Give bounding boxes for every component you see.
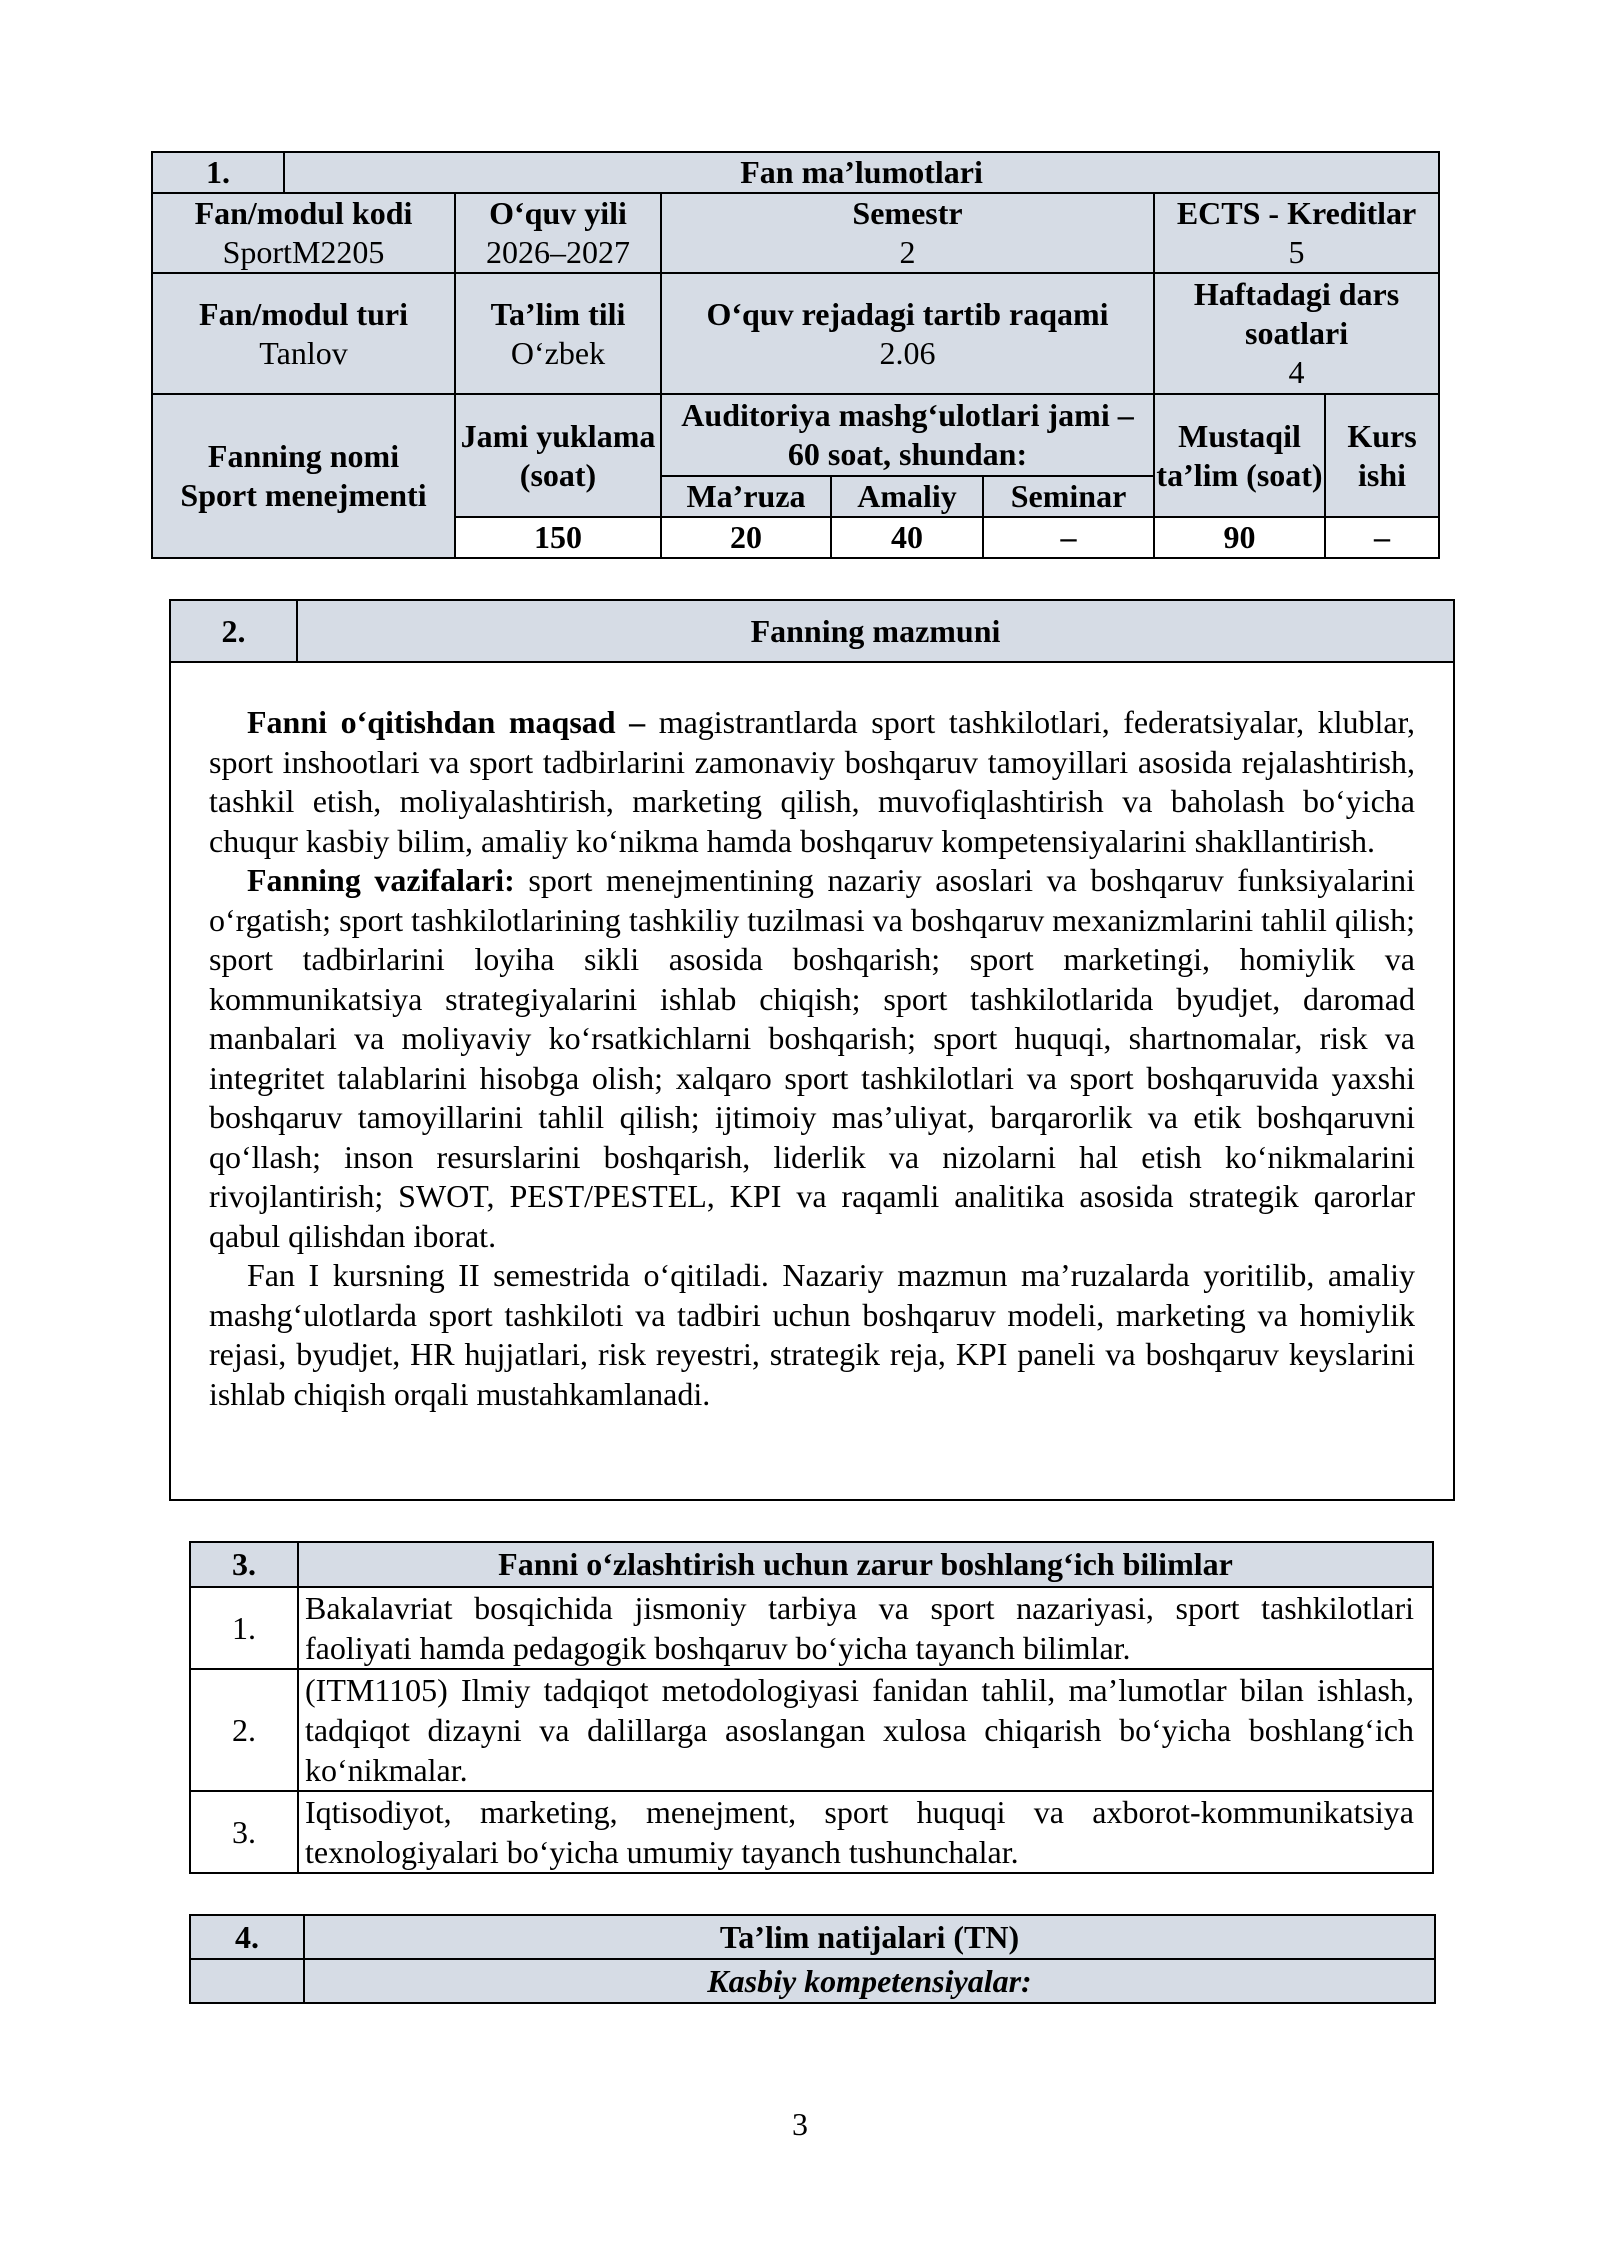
tasks-paragraph bbox=[209, 861, 1415, 1256]
tasks-heading: Fanning vazifalari: bbox=[247, 862, 515, 898]
semester-cell bbox=[661, 193, 1154, 273]
seminar-value: – bbox=[983, 517, 1154, 558]
lecture-value: 20 bbox=[661, 517, 831, 558]
module-type-cell bbox=[152, 273, 455, 394]
module-code-label: Fan/modul kodi bbox=[194, 195, 413, 231]
section-subtitle: Kasbiy kompetensiyalar: bbox=[304, 1959, 1435, 2003]
semester-value: 2 bbox=[899, 234, 916, 270]
course-content-table bbox=[169, 599, 1455, 1501]
module-type-value: Tanlov bbox=[259, 334, 348, 371]
lecture-label: Ma’ruza bbox=[661, 476, 831, 517]
independent-study-value: 90 bbox=[1154, 517, 1325, 558]
tasks-text: sport menejmentining nazariy asoslari va boshqaruv funksiyalarini o‘rgatish; sport tashkilotlarining tashkiliy tuzilmasi va boshqaruv mexanizmlarini tahlil qilish; sport tadbirlarini loyiha sikli asosida boshqarish; sport marketingi, homiylik va kommunikatsiya strategiyalarini ishlab chiqish; sport tashkilotlarida byudjet, daromad manbalari va moliyaviy ko‘rsatkichlarni boshqarish; sport huquqi, shartnomalar, risk va integritet talablarini hisobga olish; xalqaro sport tashkilotlari va sport boshqaruvida yaxshi boshqaruv tamoyillarini tahlil qilish; ijtimoiy mas’uliyat, barqarorlik va etik boshqaruvni qo‘llash; inson resurslarini boshqarish, liderlik va nizolarni hal etish ko‘nikmalarini rivojlantirish; SWOT, PEST/PESTEL, KPI va raqamli analitika asosida strategik qarorlar qabul qilishdan iborat. bbox=[209, 862, 1416, 1254]
academic-year-label: O‘quv yili bbox=[489, 195, 627, 231]
section-title: Ta’lim natijalari (TN) bbox=[304, 1915, 1435, 1959]
seminar-label: Seminar bbox=[983, 476, 1154, 517]
item-number: 1. bbox=[190, 1587, 298, 1669]
goal-text: magistrantlarda sport tashkilotlari, federatsiyalar, klublar, sport inshootlari va sport tadbirlarini zamonaviy boshqaruv tamoyillari asosida rejalashtirish, tashkil etish, moliyalashtirish, marketing qilish, muvofiqlashtirish va baholash bo‘yicha chuqur kasbiy bilim, amaliy ko‘nikma hamda boshqaruv kompetensiyalarini shakllantirish. bbox=[209, 704, 1416, 859]
table-row bbox=[190, 1669, 1433, 1791]
practice-value: 40 bbox=[831, 517, 983, 558]
module-code-value: SportM2205 bbox=[222, 234, 385, 270]
module-type-label: Fan/modul turi bbox=[199, 295, 408, 332]
goal-heading: Fanni o‘qitishdan maqsad – bbox=[247, 704, 646, 740]
course-work-label: Kurs ishi bbox=[1325, 394, 1439, 517]
table-row bbox=[190, 1587, 1433, 1669]
module-code-cell bbox=[152, 193, 455, 273]
language-value: O‘zbek bbox=[510, 334, 606, 371]
section-number: 4. bbox=[190, 1915, 304, 1959]
section-number: 3. bbox=[190, 1542, 298, 1587]
auditorium-label: Auditoriya mashg‘ulotlari jami – 60 soat, shundan: bbox=[661, 394, 1154, 476]
course-info-table bbox=[151, 151, 1440, 559]
course-name-cell bbox=[152, 394, 455, 558]
page-number: 3 bbox=[792, 2106, 808, 2142]
language-label: Ta’lim tili bbox=[490, 295, 626, 332]
total-load-label: Jami yuklama (soat) bbox=[455, 394, 661, 517]
section-number: 1. bbox=[152, 152, 284, 193]
ects-value: 5 bbox=[1288, 234, 1305, 270]
learning-outcomes-table bbox=[189, 1914, 1436, 2004]
item-text: Iqtisodiyot, marketing, menejment, sport huquqi va axborot-kommunikatsiya texnologiyalari bo‘yicha umumiy tayanch tushunchalar. bbox=[298, 1791, 1433, 1873]
order-number-value: 2.06 bbox=[879, 334, 936, 371]
ects-cell bbox=[1154, 193, 1439, 273]
course-name-label: Fanning nomi bbox=[207, 438, 400, 474]
empty-cell bbox=[190, 1959, 304, 2003]
schedule-paragraph: Fan I kursning II semestrida o‘qitiladi. Nazariy mazmun ma’ruzalarda yoritilib, amaliy mashg‘ulotlarda sport tashkiloti va tadbiri uchun boshqaruv modeli, marketing va homiylik rejasi, byudjet, HR hujjatlari, risk reyestri, strategik reja, KPI paneli va boshqaruv keyslarini ishlab chiqish orqali mustahkamlanadi. bbox=[209, 1257, 1415, 1412]
order-number-label: O‘quv rejadagi tartib raqami bbox=[706, 295, 1109, 332]
semester-label: Semestr bbox=[852, 195, 963, 231]
total-load-value: 150 bbox=[455, 517, 661, 558]
item-text: (ITM1105) Ilmiy tadqiqot metodologiyasi fanidan tahlil, ma’lumotlar bilan ishlash, tadqiqot dizayni va dalillarga asoslangan xulosa chiqarish bo‘yicha boshlang‘ich ko‘nikmalar. bbox=[298, 1669, 1433, 1791]
weekly-hours-cell bbox=[1154, 273, 1439, 394]
order-number-cell bbox=[661, 273, 1154, 394]
independent-study-label: Mustaqil ta’lim (soat) bbox=[1154, 394, 1325, 517]
course-name-value: Sport menejmenti bbox=[180, 477, 427, 513]
section-number: 2. bbox=[170, 600, 297, 662]
prerequisites-table bbox=[189, 1541, 1434, 1874]
language-cell bbox=[455, 273, 661, 394]
practice-label: Amaliy bbox=[831, 476, 983, 517]
item-number: 3. bbox=[190, 1791, 298, 1873]
weekly-hours-label: Haftadagi dars soatlari bbox=[1193, 276, 1400, 351]
academic-year-value: 2026–2027 bbox=[486, 234, 630, 270]
academic-year-cell bbox=[455, 193, 661, 273]
ects-label: ECTS - Kreditlar bbox=[1176, 195, 1417, 231]
item-number: 2. bbox=[190, 1669, 298, 1791]
course-work-value: – bbox=[1325, 517, 1439, 558]
table-row bbox=[190, 1791, 1433, 1873]
section-title: Fanning mazmuni bbox=[297, 600, 1454, 662]
section-title: Fan ma’lumotlari bbox=[284, 152, 1439, 193]
weekly-hours-value: 4 bbox=[1288, 354, 1305, 390]
course-content-body bbox=[170, 662, 1454, 1500]
goal-paragraph bbox=[209, 703, 1415, 861]
section-title: Fanni o‘zlashtirish uchun zarur boshlang‘ich bilimlar bbox=[298, 1542, 1433, 1587]
item-text: Bakalavriat bosqichida jismoniy tarbiya va sport nazariyasi, sport tashkilotlari faoliyati hamda pedagogik boshqaruv bo‘yicha tayanch bilimlar. bbox=[298, 1587, 1433, 1669]
